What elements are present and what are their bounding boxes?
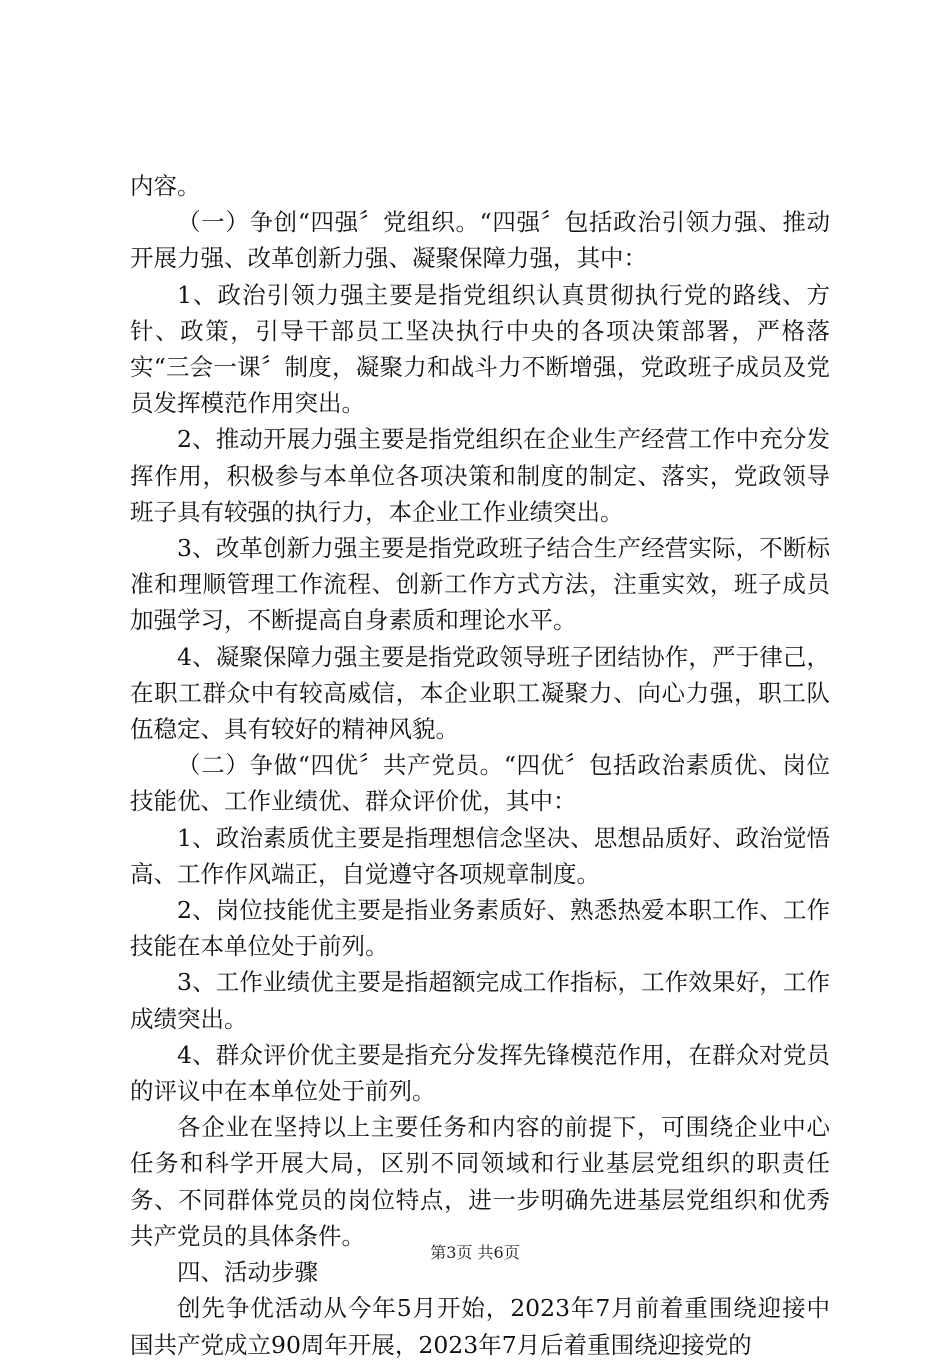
paragraph: 3、工作业绩优主要是指超额完成工作指标，工作效果好，工作成绩突出。 — [130, 968, 830, 1033]
section-heading: 四、活动步骤 — [177, 1258, 318, 1287]
paragraph: （二）争做“四优〞共产党员。“四优〞包括政治素质优、岗位技能优、工作业绩优、群众评价优，其中： — [130, 751, 830, 816]
paragraph: 内容。 — [130, 172, 201, 200]
paragraph: 1、政治素质优主要是指理想信念坚决、思想品质好、政治觉悟高、工作作风端正，自觉遵守各项规章制度。 — [130, 823, 830, 888]
paragraph: 创先争优活动从今年5月开始，2023年7月前着重围绕迎接中国共产党成立90周年开展，2023年7月后着重围绕迎接党的 — [130, 1294, 830, 1359]
paragraph: 4、群众评价优主要是指充分发挥先锋模范作用，在群众对党员的评议中在本单位处于前列。 — [130, 1040, 830, 1106]
paragraph: 1、政治引领力强主要是指党组织认真贯彻执行党的路线、方针、政策，引导干部员工坚决执行中央的各项决策部署，严格落实“三会一课〞制度，凝聚力和战斗力不断增强，党政班子成员及党员发挥模范作用突出。 — [130, 280, 830, 418]
paragraph: 各企业在坚持以上主要任务和内容的前提下，可围绕企业中心任务和科学开展大局，区别不同领域和行业基层党组织的职责任务、不同群体党员的岗位特点，进一步明确先进基层党组织和优秀共产党员的具体条件。 — [130, 1113, 830, 1250]
paragraph: 3、改革创新力强主要是指党政班子结合生产经营实际，不断标准和理顺管理工作流程、创新工作方式方法，注重实效，班子成员加强学习，不断提高自身素质和理论水平。 — [130, 534, 830, 635]
paragraph: （一）争创“四强〞党组织。“四强〞包括政治引领力强、推动开展力强、改革创新力强、凝聚保障力强，其中： — [130, 208, 830, 273]
paragraph: 4、凝聚保障力强主要是指党政领导班子团结协作，严于律己，在职工群众中有较高威信，本企业职工凝聚力、向心力强，职工队伍稳定、具有较好的精神风貌。 — [130, 642, 830, 744]
page-footer: 第3页 共6页 — [430, 1243, 520, 1262]
paragraph: 2、推动开展力强主要是指党组织在企业生产经营工作中充分发挥作用，积极参与本单位各项决策和制度的制定、落实，党政领导班子具有较强的执行力，本企业工作业绩突出。 — [130, 425, 830, 526]
document-body — [130, 168, 830, 1363]
paragraph: 2、岗位技能优主要是指业务素质好、熟悉热爱本职工作、工作技能在本单位处于前列。 — [130, 896, 830, 961]
